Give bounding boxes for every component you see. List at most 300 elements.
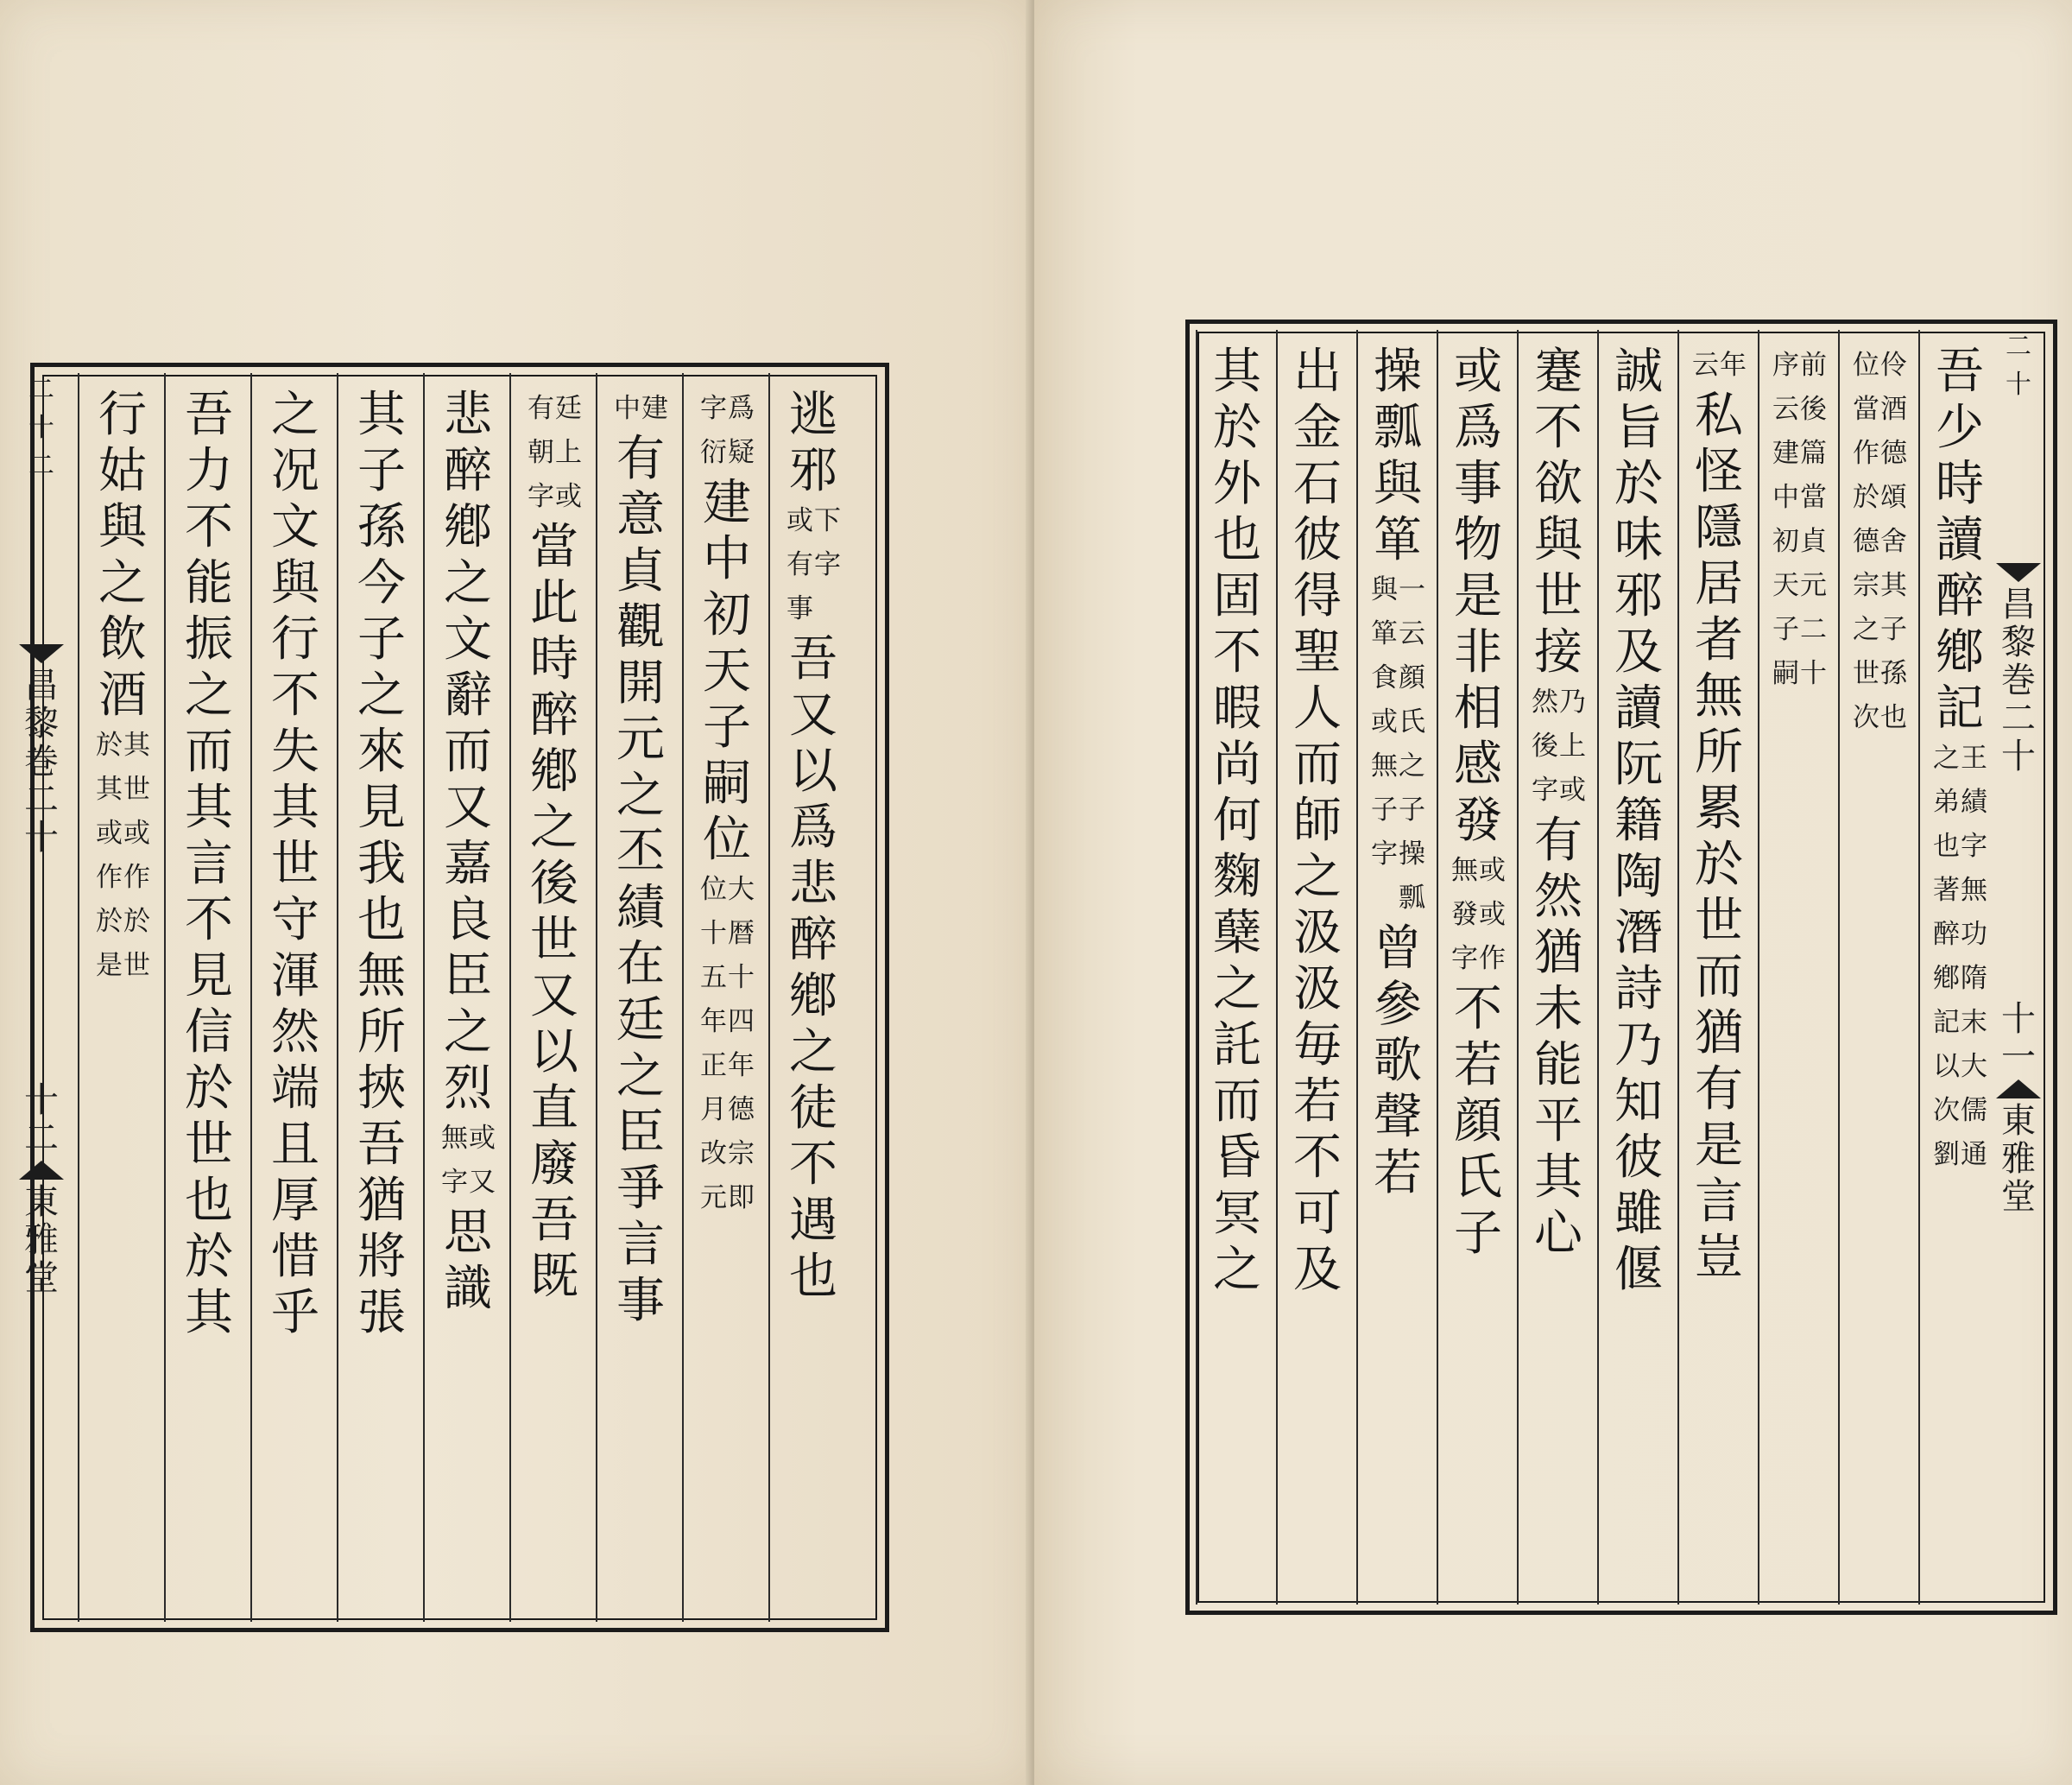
- annotation-character: 發: [1451, 899, 1478, 930]
- main-character: 旨: [1614, 400, 1663, 456]
- main-character: 偃: [1614, 1242, 1663, 1298]
- publisher-name: 東 雅 堂: [2001, 1101, 2036, 1217]
- annotation-character: 以: [1933, 1051, 1960, 1082]
- main-character: 逃: [789, 387, 837, 443]
- annotation-character: 字: [700, 393, 727, 424]
- left-page-margin-strip: [19, 371, 64, 1297]
- annotation-character: 操: [1399, 839, 1425, 870]
- main-character: 累: [1695, 781, 1743, 837]
- annotation-character: 十: [728, 962, 755, 993]
- main-character: 而: [1213, 1073, 1261, 1130]
- main-character: 若: [1374, 1145, 1422, 1201]
- text-column: [1450, 344, 1506, 1262]
- main-character: 來: [357, 724, 406, 780]
- annotation-character: 云: [1772, 394, 1799, 425]
- main-character: 物: [1454, 512, 1502, 568]
- main-character: 位: [703, 812, 751, 868]
- main-character: 守: [271, 892, 319, 948]
- interlinear-annotation: [1772, 344, 1826, 696]
- main-character: 是: [1454, 568, 1502, 624]
- publisher-name: 東 雅 堂: [24, 1182, 59, 1298]
- main-character: 然: [271, 1004, 319, 1060]
- annotation-character: 是: [96, 950, 123, 981]
- main-character: 臣: [616, 1105, 665, 1161]
- annotation-character: 顔: [1399, 662, 1425, 693]
- annotation-character: 之: [1853, 614, 1879, 645]
- annotation-character: 世: [123, 950, 150, 981]
- main-character: 廷: [616, 992, 665, 1048]
- right-page-margin-strip: [1991, 328, 2046, 1216]
- main-character: 其: [357, 387, 406, 443]
- annotation-character: 上: [1559, 731, 1586, 762]
- column-rule: [423, 373, 425, 1622]
- main-character: 厚: [271, 1173, 319, 1229]
- main-character: 天: [703, 643, 751, 699]
- main-character: 所: [357, 1004, 406, 1060]
- main-character: 况: [271, 443, 319, 499]
- main-character: 醉: [530, 687, 578, 744]
- main-character: 且: [271, 1117, 319, 1173]
- annotation-character: 子: [1880, 614, 1907, 645]
- main-character: 其: [185, 1285, 233, 1341]
- main-character: 識: [444, 1261, 492, 1317]
- annotation-character: 宗: [1853, 570, 1879, 601]
- annotation-character: 月: [700, 1094, 727, 1125]
- annotation-character: 有: [786, 549, 813, 580]
- main-character: 籍: [1614, 793, 1663, 849]
- main-character: 鄕: [1936, 624, 1984, 680]
- main-character: 之: [616, 1048, 665, 1105]
- annotation-character: 或: [1479, 899, 1506, 930]
- annotation-character: 云: [1692, 350, 1719, 381]
- main-character: 彼: [1293, 512, 1342, 568]
- main-character: 也: [789, 1249, 837, 1305]
- annotation-character: 或: [96, 818, 123, 849]
- main-character: 蘖: [1213, 905, 1261, 961]
- annotation-character: 於: [96, 906, 123, 937]
- interlinear-annotation: [527, 387, 581, 519]
- main-character: 子: [357, 611, 406, 668]
- main-character: 吾: [185, 387, 233, 443]
- annotation-character: 也: [1880, 702, 1907, 733]
- annotation-character: 王: [1961, 743, 1987, 774]
- main-character: 吾: [357, 1117, 406, 1173]
- main-character: 聲: [1374, 1089, 1422, 1145]
- main-character: 麴: [1213, 849, 1261, 905]
- interlinear-annotation: [1692, 344, 1746, 388]
- annotation-character: 末: [1961, 1007, 1987, 1038]
- annotation-character: 一: [1399, 574, 1425, 605]
- main-character: 事: [1454, 456, 1502, 512]
- annotation-character: 著: [1933, 875, 1960, 906]
- main-character: 廢: [530, 1136, 578, 1193]
- column-rule: [1276, 330, 1278, 1605]
- interlinear-annotation: [1853, 344, 1906, 740]
- main-character: 蹇: [1534, 344, 1582, 400]
- main-character: 時: [530, 631, 578, 687]
- main-character: 之: [1213, 1242, 1261, 1298]
- main-character: 徒: [789, 1080, 837, 1136]
- column-rule: [337, 373, 338, 1622]
- main-character: 又: [444, 780, 492, 836]
- main-character: 之: [616, 768, 665, 824]
- main-character: 於: [1695, 837, 1743, 893]
- column-rule: [682, 373, 684, 1622]
- main-character: 以: [530, 1024, 578, 1080]
- main-character: 端: [271, 1060, 319, 1117]
- interlinear-annotation: [1532, 680, 1585, 813]
- main-character: 爭: [616, 1161, 665, 1217]
- column-rule: [1758, 330, 1759, 1605]
- main-character: 於: [1213, 400, 1261, 456]
- main-character: 參: [1374, 977, 1422, 1033]
- column-rule: [78, 373, 79, 1622]
- interlinear-annotation: [1451, 849, 1505, 981]
- main-character: 之: [530, 800, 578, 856]
- column-rule: [1918, 330, 1920, 1605]
- fish-tail-mark-icon: [1996, 563, 2041, 582]
- annotation-character: 世: [123, 774, 150, 805]
- annotation-character: 字: [441, 1167, 468, 1198]
- main-character: 吾: [530, 1193, 578, 1249]
- annotation-character: 隋: [1961, 963, 1987, 994]
- main-character: 張: [357, 1285, 406, 1341]
- main-character: 之: [444, 1004, 492, 1060]
- main-character: 是: [1695, 1117, 1743, 1174]
- annotation-character: 劉: [1933, 1139, 1960, 1170]
- annotation-character: 無: [1371, 750, 1398, 782]
- annotation-character: 篇: [1800, 438, 1827, 469]
- main-character: 既: [530, 1249, 578, 1305]
- main-character: 猶: [1534, 925, 1582, 981]
- annotation-character: 世: [1853, 658, 1879, 689]
- column-rule: [1677, 330, 1679, 1605]
- annotation-character: 元: [700, 1182, 727, 1213]
- main-character: 彼: [1614, 1130, 1663, 1186]
- main-character: 悲: [789, 856, 837, 912]
- annotation-character: 事: [786, 593, 813, 624]
- main-character: 冥: [1213, 1186, 1261, 1242]
- text-column: [527, 387, 582, 1305]
- annotation-character: 通: [1961, 1139, 1987, 1170]
- main-character: 渾: [271, 948, 319, 1004]
- annotation-character: 其: [123, 730, 150, 761]
- main-character: 以: [789, 744, 837, 800]
- main-character: 今: [357, 555, 406, 611]
- main-character: 汲: [1293, 905, 1342, 961]
- main-character: 鄕: [530, 744, 578, 800]
- main-character: 之: [357, 668, 406, 724]
- annotation-character: 績: [1961, 787, 1987, 818]
- main-character: 臣: [444, 948, 492, 1004]
- annotation-character: 又: [469, 1167, 496, 1198]
- folio-number: 十 二: [24, 1080, 59, 1158]
- text-column: [268, 387, 323, 1341]
- annotation-character: 字: [527, 481, 554, 512]
- main-character: 振: [185, 611, 233, 668]
- main-character: 之: [185, 668, 233, 724]
- annotation-character: 作: [1479, 943, 1506, 974]
- right-page: [1034, 0, 2072, 1785]
- main-character: 後: [530, 856, 578, 912]
- main-character: 少: [1936, 400, 1984, 456]
- main-character: 而: [1293, 737, 1342, 793]
- main-character: 有: [616, 431, 665, 487]
- interlinear-annotation: [614, 387, 667, 431]
- annotation-character: 記: [1933, 1007, 1960, 1038]
- interlinear-annotation: [96, 724, 149, 988]
- main-character: 之: [789, 1024, 837, 1080]
- main-character: 不: [1293, 1130, 1342, 1186]
- annotation-character: 然: [1532, 687, 1558, 718]
- annotation-character: 無: [1451, 855, 1478, 886]
- annotation-character: 弟: [1933, 787, 1960, 818]
- main-character: 及: [1614, 624, 1663, 680]
- main-character: 阮: [1614, 737, 1663, 793]
- text-column: [1370, 344, 1425, 1201]
- main-character: 邪: [789, 443, 837, 499]
- annotation-character: 箪: [1371, 618, 1398, 649]
- main-character: 言: [1695, 1174, 1743, 1230]
- main-character: 讀: [1936, 512, 1984, 568]
- main-character: 當: [530, 519, 578, 575]
- annotation-character: 十: [1800, 658, 1827, 689]
- main-character: 之: [444, 555, 492, 611]
- annotation-character: 酒: [1880, 394, 1907, 425]
- main-character: 然: [1534, 869, 1582, 925]
- main-character: 醉: [444, 443, 492, 499]
- column-rule: [596, 373, 597, 1622]
- main-character: 歌: [1374, 1033, 1422, 1089]
- main-character: 不: [1213, 624, 1261, 680]
- annotation-character: 當: [1853, 394, 1879, 425]
- annotation-character: 年: [700, 1006, 727, 1037]
- main-character: 雖: [1614, 1186, 1663, 1242]
- main-character: 惜: [271, 1229, 319, 1285]
- text-column: [181, 387, 237, 1341]
- main-character: 託: [1213, 1017, 1261, 1073]
- fold-heading: 二 十 二: [28, 375, 54, 481]
- annotation-character: 大: [728, 874, 755, 905]
- main-character: 信: [185, 1004, 233, 1060]
- annotation-character: 後: [1532, 731, 1558, 762]
- main-character: 操: [1374, 344, 1422, 400]
- annotation-character: 或: [555, 481, 582, 512]
- main-character: 有: [1695, 1061, 1743, 1117]
- main-character: 而: [1695, 949, 1743, 1005]
- text-column: [354, 387, 409, 1341]
- annotation-character: 位: [1853, 350, 1879, 381]
- main-character: 能: [1534, 1037, 1582, 1093]
- main-character: 平: [1534, 1093, 1582, 1149]
- main-character: 可: [1293, 1186, 1342, 1242]
- annotation-character: 二: [1800, 614, 1827, 645]
- annotation-character: 於: [96, 730, 123, 761]
- main-character: 讀: [1614, 680, 1663, 737]
- main-character: 其: [271, 780, 319, 836]
- main-character: 不: [185, 892, 233, 948]
- annotation-character: 當: [1800, 482, 1827, 513]
- annotation-character: 上: [555, 437, 582, 468]
- annotation-character: 宗: [728, 1138, 755, 1169]
- main-character: 之: [271, 387, 319, 443]
- main-character: 又: [530, 968, 578, 1024]
- main-character: 遇: [789, 1193, 837, 1249]
- main-character: 無: [357, 948, 406, 1004]
- main-character: 若: [1293, 1073, 1342, 1130]
- annotation-character: 作: [96, 862, 123, 893]
- annotation-character: 乃: [1559, 687, 1586, 718]
- annotation-character: 位: [700, 874, 727, 905]
- annotation-character: 初: [1772, 526, 1799, 557]
- annotation-character: 嗣: [1772, 658, 1799, 689]
- main-character: 觀: [616, 599, 665, 655]
- annotation-character: 字: [1451, 943, 1478, 974]
- annotation-character: 伶: [1880, 350, 1907, 381]
- interlinear-annotation: [700, 387, 754, 475]
- main-character: 鄕: [444, 499, 492, 555]
- main-character: 我: [357, 836, 406, 892]
- main-character: 無: [1695, 668, 1743, 725]
- main-character: 詩: [1614, 961, 1663, 1017]
- main-character: 接: [1534, 624, 1582, 680]
- annotation-character: 食: [1371, 662, 1398, 693]
- main-character: 有: [1534, 813, 1582, 869]
- annotation-character: 德: [1853, 526, 1879, 557]
- column-rule: [1838, 330, 1840, 1605]
- main-character: 子: [1454, 1206, 1502, 1262]
- main-character: 其: [185, 780, 233, 836]
- main-character: 世: [271, 836, 319, 892]
- annotation-character: 字: [1961, 831, 1987, 862]
- main-character: 事: [616, 1273, 665, 1329]
- main-character: 開: [616, 655, 665, 712]
- main-character: 於: [1614, 456, 1663, 512]
- main-character: 之: [1293, 849, 1342, 905]
- annotation-character: 舍: [1880, 526, 1907, 557]
- text-column: [1932, 344, 1987, 1177]
- main-character: 文: [444, 611, 492, 668]
- annotation-character: 於: [123, 906, 150, 937]
- main-character: 固: [1213, 568, 1261, 624]
- main-character: 元: [616, 712, 665, 768]
- column-rule: [1356, 330, 1358, 1605]
- annotation-character: 之: [1933, 743, 1960, 774]
- annotation-character: 頌: [1880, 482, 1907, 513]
- left-page: [0, 0, 1032, 1785]
- main-character: 悲: [444, 387, 492, 443]
- annotation-character: 有: [527, 393, 554, 424]
- annotation-character: 德: [1880, 438, 1907, 469]
- main-character: 貞: [616, 543, 665, 599]
- text-column: [1531, 344, 1586, 1262]
- main-character: 與: [1374, 456, 1422, 512]
- main-character: 言: [616, 1217, 665, 1273]
- annotation-character: 建: [641, 393, 668, 424]
- main-character: 思: [444, 1205, 492, 1261]
- main-character: 吾: [1936, 344, 1984, 400]
- main-character: 尚: [1213, 737, 1261, 793]
- annotation-character: 瓢: [1399, 883, 1425, 914]
- main-character: 與: [1534, 512, 1582, 568]
- text-column: [1772, 344, 1827, 696]
- main-character: 之: [98, 555, 147, 611]
- main-character: 汲: [1293, 961, 1342, 1017]
- main-character: 居: [1695, 556, 1743, 612]
- main-character: 鄕: [789, 968, 837, 1024]
- main-character: 其: [1213, 344, 1261, 400]
- column-rule: [164, 373, 166, 1622]
- text-column: [1691, 344, 1747, 1286]
- main-character: 毎: [1293, 1017, 1342, 1073]
- main-character: 誠: [1614, 344, 1663, 400]
- annotation-character: 十: [700, 918, 727, 949]
- main-character: 師: [1293, 793, 1342, 849]
- annotation-character: 氏: [1399, 706, 1425, 737]
- main-character: 孫: [357, 499, 406, 555]
- annotation-character: 作: [123, 862, 150, 893]
- column-rule: [1597, 330, 1599, 1605]
- annotation-character: 貞: [1800, 526, 1827, 557]
- main-character: 世: [1695, 893, 1743, 949]
- main-character: 乎: [271, 1285, 319, 1341]
- text-column: [613, 387, 668, 1329]
- main-character: 顔: [1454, 1093, 1502, 1149]
- main-character: 醉: [789, 912, 837, 968]
- main-character: 烈: [444, 1060, 492, 1117]
- main-character: 爲: [789, 800, 837, 856]
- main-character: 聖: [1293, 624, 1342, 680]
- main-character: 與: [271, 555, 319, 611]
- main-character: 猶: [357, 1173, 406, 1229]
- annotation-character: 鄕: [1933, 963, 1960, 994]
- main-character: 建: [703, 475, 751, 531]
- text-column: [1852, 344, 1907, 740]
- column-rule: [250, 373, 252, 1622]
- main-character: 子: [703, 699, 751, 756]
- main-character: 飲: [98, 611, 147, 668]
- main-character: 將: [357, 1229, 406, 1285]
- interlinear-annotation: [441, 1117, 495, 1205]
- main-character: 酒: [98, 668, 147, 724]
- main-character: 曾: [1374, 921, 1422, 977]
- fish-tail-mark-icon: [19, 644, 64, 663]
- main-character: 箪: [1374, 512, 1422, 568]
- main-character: 意: [616, 487, 665, 543]
- main-character: 其: [1534, 1149, 1582, 1206]
- annotation-character: 字: [1532, 775, 1558, 806]
- main-character: 辭: [444, 668, 492, 724]
- main-character: 發: [1454, 793, 1502, 849]
- main-character: 人: [1293, 680, 1342, 737]
- annotation-character: 或: [123, 818, 150, 849]
- main-character: 能: [185, 555, 233, 611]
- main-character: 又: [789, 687, 837, 744]
- main-character: 言: [185, 836, 233, 892]
- main-character: 潛: [1614, 905, 1663, 961]
- main-character: 挾: [357, 1060, 406, 1117]
- main-character: 隱: [1695, 500, 1743, 556]
- annotation-character: 或: [786, 505, 813, 536]
- annotation-character: 改: [700, 1138, 727, 1169]
- main-character: 文: [271, 499, 319, 555]
- main-character: 力: [185, 443, 233, 499]
- main-character: 醉: [1936, 568, 1984, 624]
- main-character: 嗣: [703, 756, 751, 812]
- fish-tail-mark-icon: [19, 1161, 64, 1180]
- main-character: 何: [1213, 793, 1261, 849]
- main-character: 而: [185, 724, 233, 780]
